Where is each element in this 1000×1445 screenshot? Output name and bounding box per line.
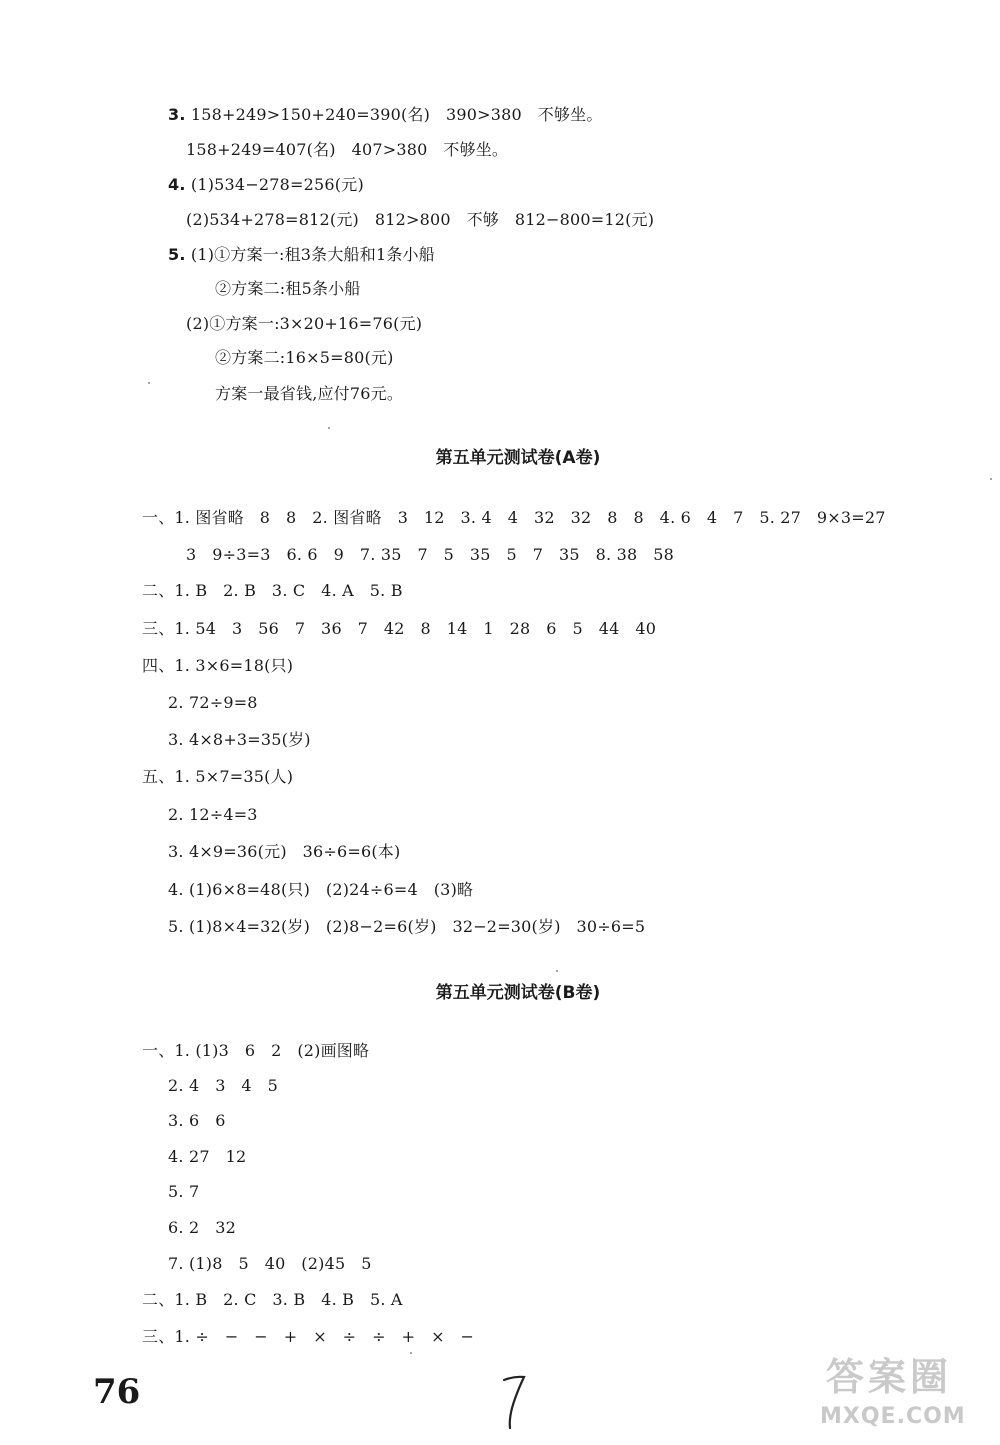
watermark-url: MXQE.COM — [820, 1404, 966, 1429]
scan-speck — [148, 382, 150, 384]
answer-line: 2. 12÷4=3 — [168, 805, 258, 824]
answer-line: ②方案二:租5条小船 — [215, 279, 361, 298]
scan-speck — [990, 478, 992, 480]
answer-line: 2. 4 3 4 5 — [168, 1076, 279, 1095]
answer-line: 6. 2 32 — [168, 1218, 236, 1237]
answer-line: 三、1. 54 3 56 7 36 7 42 8 14 1 28 6 5 44 40 — [142, 619, 657, 638]
answer-line: 4. (1)6×8=48(只) (2)24÷6=4 (3)略 — [168, 880, 474, 899]
answer-line: 三、1. ÷ − − + × ÷ ÷ + × − — [142, 1327, 475, 1346]
watermark-logo — [820, 1355, 995, 1440]
answer-line: 158+249=407(名) 407>380 不够坐。 — [186, 140, 509, 159]
answer-line: 5. (1)①方案一:租3条大船和1条小船 — [168, 245, 435, 264]
answer-line: 5. (1)8×4=32(岁) (2)8−2=6(岁) 32−2=30(岁) 30÷6=5 — [168, 917, 646, 936]
watermark-text: 答案圈 — [826, 1355, 953, 1399]
scan-speck — [556, 970, 558, 972]
answer-line: 2. 72÷9=8 — [168, 693, 258, 712]
answer-line: 一、1. 图省略 8 8 2. 图省略 3 12 3. 4 4 32 32 8 8 4. 6 4 7 5. 27 9×3=27 — [142, 508, 886, 527]
answer-line: 3. 4×9=36(元) 36÷6=6(本) — [168, 842, 401, 861]
handwritten-mark-icon — [500, 1372, 530, 1432]
answer-line: 四、1. 3×6=18(只) — [142, 656, 294, 675]
answer-line: 二、1. B 2. B 3. C 4. A 5. B — [142, 581, 403, 600]
answer-line: 五、1. 5×7=35(人) — [142, 767, 294, 786]
answer-line: 4. (1)534−278=256(元) — [168, 175, 364, 194]
scan-speck — [328, 427, 330, 429]
answer-line: 方案一最省钱,应付76元。 — [215, 384, 404, 403]
answer-line: 3. 4×8+3=35(岁) — [168, 730, 311, 749]
answer-line: 二、1. B 2. C 3. B 4. B 5. A — [142, 1290, 403, 1309]
answer-line: 7. (1)8 5 40 (2)45 5 — [168, 1254, 372, 1273]
answer-line: ②方案二:16×5=80(元) — [215, 348, 394, 367]
answer-line: 3. 6 6 — [168, 1111, 226, 1130]
answer-line: 5. 7 — [168, 1182, 200, 1201]
page-number: 76 — [93, 1372, 141, 1412]
test-b-title: 第五单元测试卷(B卷) — [435, 983, 601, 1003]
answer-line: (2)①方案一:3×20+16=76(元) — [186, 314, 423, 333]
test-a-title: 第五单元测试卷(A卷) — [435, 448, 601, 468]
answer-line: 一、1. (1)3 6 2 (2)画图略 — [142, 1041, 370, 1060]
answer-line: (2)534+278=812(元) 812>800 不够 812−800=12(元) — [186, 210, 655, 229]
answer-line: 3 9÷3=3 6. 6 9 7. 35 7 5 35 5 7 35 8. 38 58 — [186, 545, 674, 564]
answer-line: 4. 27 12 — [168, 1147, 247, 1166]
answer-line: 3. 158+249>150+240=390(名) 390>380 不够坐。 — [168, 105, 603, 124]
scan-speck — [410, 1352, 412, 1354]
